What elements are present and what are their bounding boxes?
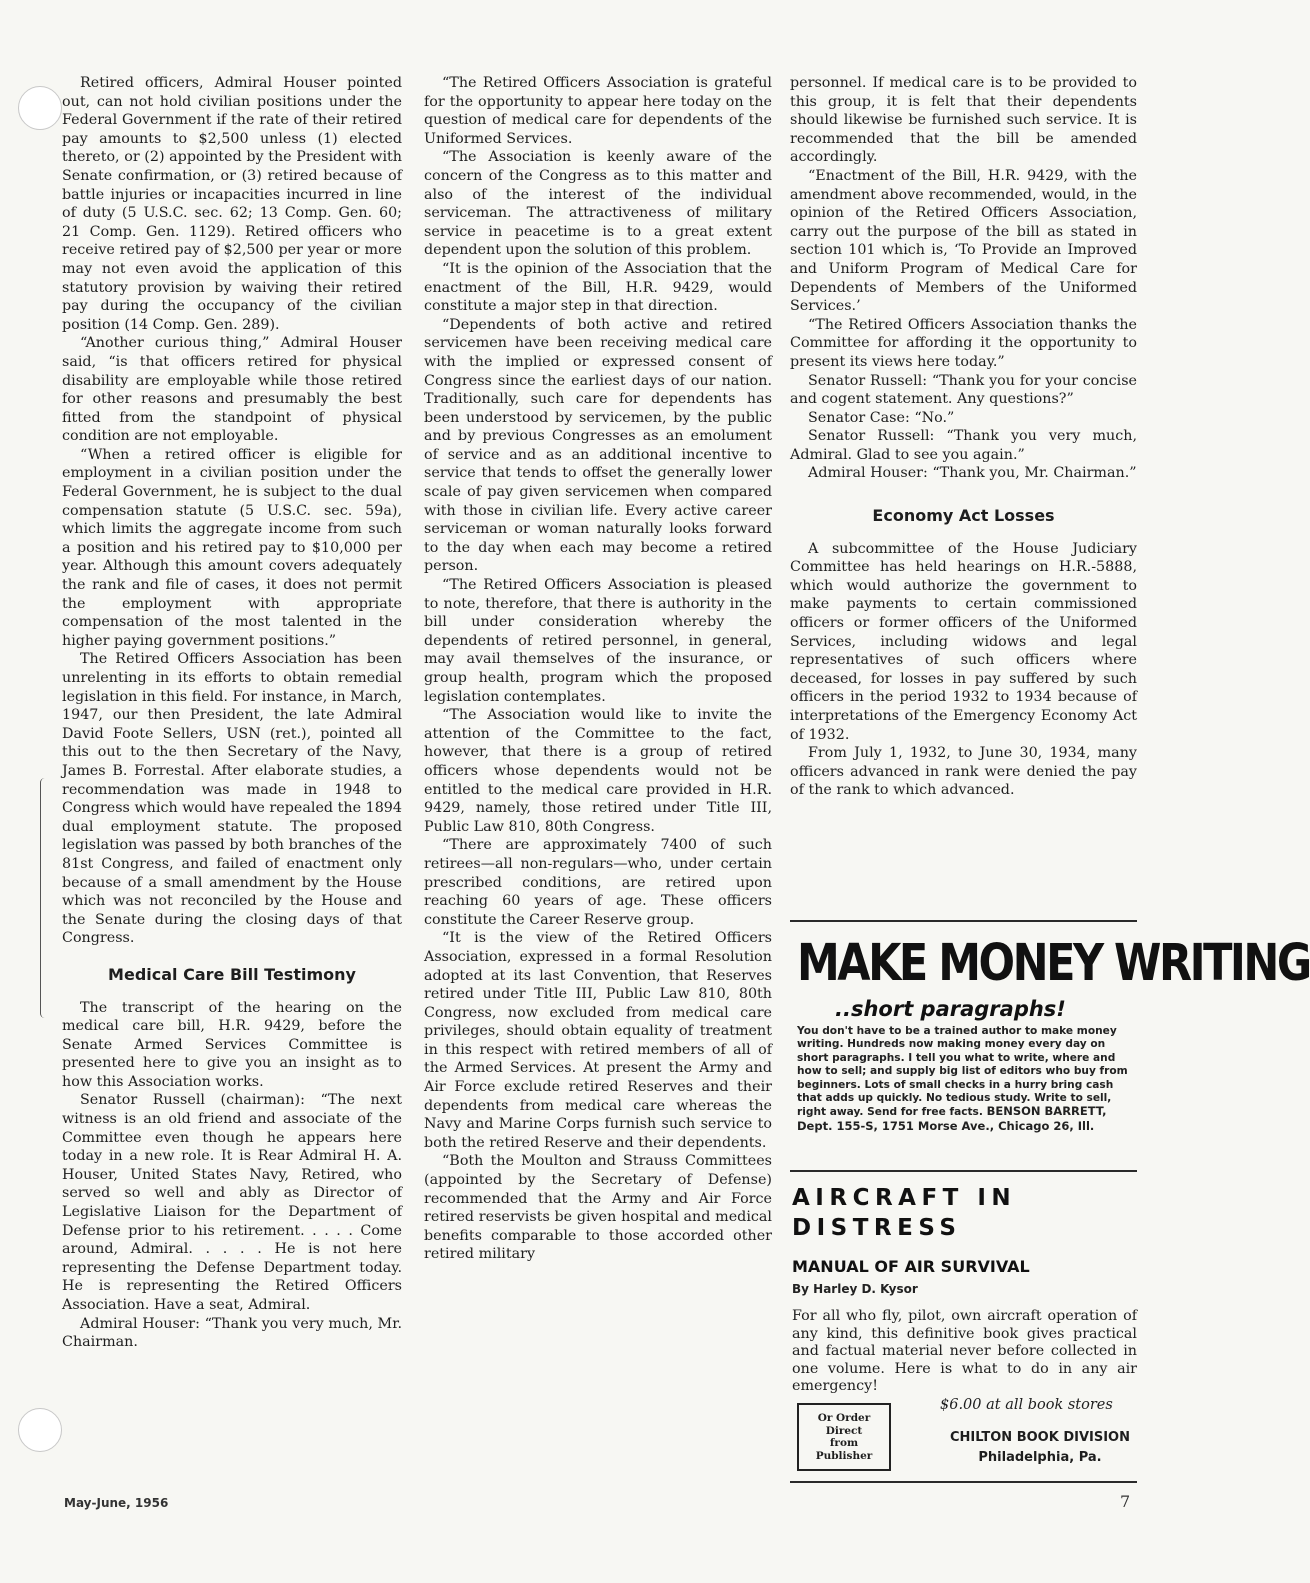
ad-body <box>797 1025 1135 1134</box>
ad-address: Dept. 155-S, 1751 Morse Ave., Chicago 26, Ill. <box>797 1118 1095 1133</box>
order-line: Or Order <box>817 1412 871 1424</box>
paragraph: A subcommittee of the House Judiciary Committee has held hearings on H.R.-5888, which would authorize the government to make payments to certain commissioned officers or former officers of the Uniformed Services, including widows and legal representatives of such officers where deceased, for losses in pay suffered by such officers in the period 1932 to 1934 because of interpretations of the Emergency Economy Act of 1932. <box>790 540 1137 743</box>
paragraph: Retired officers, Admiral Houser pointed out, can not hold civilian positions under the Federal Government if the rate of their retired pay amounts to $2,500 unless (1) elected thereto, or (2) appointed by the President with Senate confirmation, or (3) retired because of battle injuries or incapacities incurred in line of duty (5 U.S.C. sec. 62; 13 Comp. Gen. 60; 21 Comp. Gen. 1129). Retired officers who receive retired pay of $2,500 per year or more may not even avoid the application of this statutory provision by waiving their retired pay during the occupancy of the civilian position (14 Comp. Gen. 289). <box>62 75 402 333</box>
paragraph: Admiral Houser: “Thank you very much, Mr. Chairman. <box>62 1315 402 1351</box>
paragraph: Admiral Houser: “Thank you, Mr. Chairman.” <box>808 465 1137 482</box>
ad-divider-bottom <box>790 1481 1137 1483</box>
paragraph: “The Retired Officers Association is grateful for the opportunity to appear here today on the question of medical care for dependents of the Uniformed Services. <box>424 75 772 147</box>
ad-subheadline: ..short paragraphs! <box>835 997 1066 1021</box>
binder-hole-top <box>18 86 62 130</box>
paragraph: “It is the opinion of the Association that the enactment of the Bill, H.R. 9429, would constitute a major step in that direction. <box>424 260 772 315</box>
binder-hole-bottom <box>18 1408 62 1452</box>
book-price: $6.00 at all book stores <box>940 1397 1113 1413</box>
order-line: from <box>829 1437 859 1449</box>
issue-date: May-June, 1956 <box>64 1496 169 1510</box>
paragraph: “There are approximately 7400 of such retirees—all non-regulars—who, under certain prescribed conditions, are retired upon reaching 60 years of age. These officers constitute the Career Reserve group. <box>424 837 772 928</box>
paragraph: From July 1, 1932, to June 30, 1934, many officers advanced in rank were denied the pay of the rank to which advanced. <box>790 745 1137 799</box>
paragraph: “The Retired Officers Association is pleased to note, therefore, that there is authority in the bill under consideration whereby the dependents of retired personnel, in general, may avail themselves of the insurance, or group health, program which the proposed legislation contemplates. <box>424 577 772 705</box>
paragraph: Senator Russell (chairman): “The next witness is an old friend and associate of the Committee even though he appears here today in a new role. It is Rear Admiral H. A. Houser, United States Navy, Retired, who served so well and ably as Director of Legislative Liaison for the Department of Defense prior to his retirement. . . . . Come around, Admiral. . . . . He is not here representing the Defense Department today. He is representing the Retired Officers Association. Have a seat, Admiral. <box>62 1092 402 1313</box>
paragraph: “Enactment of the Bill, H.R. 9429, with the amendment above recommended, would, in the opinion of the Retired Officers Association, carry out the purpose of the bill as stated in section 101 which is, ‘To Provide an Improved and Uniform Program of Medical Care for Dependents of Members of the Uniformed Services.’ <box>790 167 1137 315</box>
article-column-1 <box>62 74 402 1352</box>
page-number: 7 <box>1120 1492 1131 1511</box>
paragraph: The transcript of the hearing on the medical care bill, H.R. 9429, before the Senate Armed Services Committee is presented here to give you an insight as to how this Association works. <box>62 999 402 1090</box>
paragraph: “The Association would like to invite the attention of the Committee to the fact, however, that there is a group of retired officers whose dependents would not be entitled to the medical care provided in H.R. 9429, namely, those retired under Title III, Public Law 810, 80th Congress. <box>424 707 772 835</box>
order-line: Publisher <box>815 1449 873 1462</box>
paragraph: “When a retired officer is eligible for employment in a civilian position under the Federal Government, he is subject to the dual compensation statute (5 U.S.C. sec. 59a), which limits the aggregate income from such a position and his retired pay to $10,000 per year. Although this amount covers adequately the rank and file of cases, it does not permit the employment with appropriate compensation of the most talented in the higher paying government positions.” <box>62 446 402 649</box>
publisher-name: CHILTON BOOK DIVISION <box>950 1430 1130 1445</box>
order-direct-box <box>797 1403 891 1471</box>
book-author: By Harley D. Kysor <box>792 1282 918 1296</box>
ad-divider-top <box>790 920 1137 922</box>
paragraph: “The Retired Officers Association thanks the Committee for affording it the opportunity to present its views here today.” <box>790 316 1137 370</box>
section-heading-economy-act: Economy Act Losses <box>872 506 1055 526</box>
publisher-city: Philadelphia, Pa. <box>978 1450 1102 1465</box>
paragraph: “Dependents of both active and retired servicemen have been receiving medical care with the implied or expressed consent of Congress since the earliest days of our nation. Traditionally, such care for dependents has been understood by servicemen, by the public and by previous Congresses as an emolument of service and as an additional incentive to service that tends to offset the generally lower scale of pay given servicemen when compared with those in civilian life. Every active career serviceman or woman naturally looks forward to the day when each may become a retired person. <box>424 316 772 575</box>
article-column-3 <box>790 74 1137 800</box>
paragraph: “It is the view of the Retired Officers Association, expressed in a formal Resolution adopted at its last Convention, that Reserves retired under Title III, Public Law 810, 80th Congress, now excluded from medical care privileges, should obtain equality of treatment in this respect with retired members of all of the Armed Services. At present the Army and Air Force exclude retired Reserves and their dependents from medical care whereas the Navy and Marine Corps furnish such service to both the retired Reserve and their dependents. <box>424 930 772 1151</box>
section-heading-medical-care: Medical Care Bill Testimony <box>108 964 356 984</box>
ad-divider-middle <box>790 1170 1137 1172</box>
book-description: For all who fly, pilot, own aircraft operation of any kind, this definitive book gives practical and factual material never before collected in one volume. Here is what to do in any air emergency! <box>792 1308 1137 1394</box>
paragraph: “The Association is keenly aware of the concern of the Congress as to this matter and also of the interest of the individual serviceman. The attractiveness of military service in peacetime is to a great extent dependent upon the solution of this problem. <box>424 149 772 259</box>
margin-pencil-mark <box>40 778 49 1018</box>
advertisement-make-money-writing <box>797 933 1310 1134</box>
paragraph: Senator Case: “No.” <box>808 409 955 426</box>
article-column-2 <box>424 74 772 1264</box>
paragraph: Senator Russell: “Thank you for your concise and cogent statement. Any questions?” <box>790 372 1137 408</box>
book-publisher <box>905 1428 1175 1468</box>
paragraph: “Both the Moulton and Strauss Committees (appointed by the Secretary of Defense) recommended that the Army and Air Force retired reservists be given hospital and medical benefits comparable to those accorded other retired military <box>424 1153 772 1263</box>
book-subtitle: MANUAL OF AIR SURVIVAL <box>792 1257 1030 1276</box>
paragraph: Senator Russell: “Thank you very much, Admiral. Glad to see you again.” <box>790 428 1137 463</box>
ad-body-text: You don't have to be a trained author to make money writing. Hundreds now making money every day on short paragraphs. I tell you what to write, where and how to sell; and supply big list of editors who buy from beginners. Lots of small checks in a hurry bring cash that adds up quickly. No tedious study. Write to sell, right away. Send for free facts. <box>797 1025 1128 1119</box>
paragraph: “Another curious thing,” Admiral Houser said, “is that officers retired for physical disability are employable while those retired for other reasons and presumably the best fitted from the standpoint of physical condition are not employable. <box>62 335 402 445</box>
ad-advertiser: BENSON BARRETT, <box>986 1104 1107 1119</box>
advertisement-aircraft-in-distress <box>792 1183 1137 1396</box>
ad-headline: MAKE MONEY WRITING <box>797 933 1310 993</box>
book-title-line-1: AIRCRAFT IN <box>792 1185 1017 1211</box>
book-title-line-2: DISTRESS <box>792 1215 962 1241</box>
order-line: Direct <box>825 1424 863 1437</box>
paragraph: personnel. If medical care is to be provided to this group, it is felt that their dependents should likewise be furnished such service. It is recommended that the bill be amended accordingly. <box>790 75 1137 166</box>
paragraph: The Retired Officers Association has been unrelenting in its efforts to obtain remedial legislation in this field. For instance, in March, 1947, our then President, the late Admiral David Foote Sellers, USN (ret.), pointed all this out to the then Secretary of the Navy, James B. Forrestal. After elaborate studies, a recommendation was made in 1948 to Congress which would have repealed the 1894 dual employment statute. The proposed legislation was passed by both branches of the 81st Congress, and failed of enactment only because of a small amendment by the House which was not reconciled by the House and the Senate during the closing days of that Congress. <box>62 651 402 947</box>
